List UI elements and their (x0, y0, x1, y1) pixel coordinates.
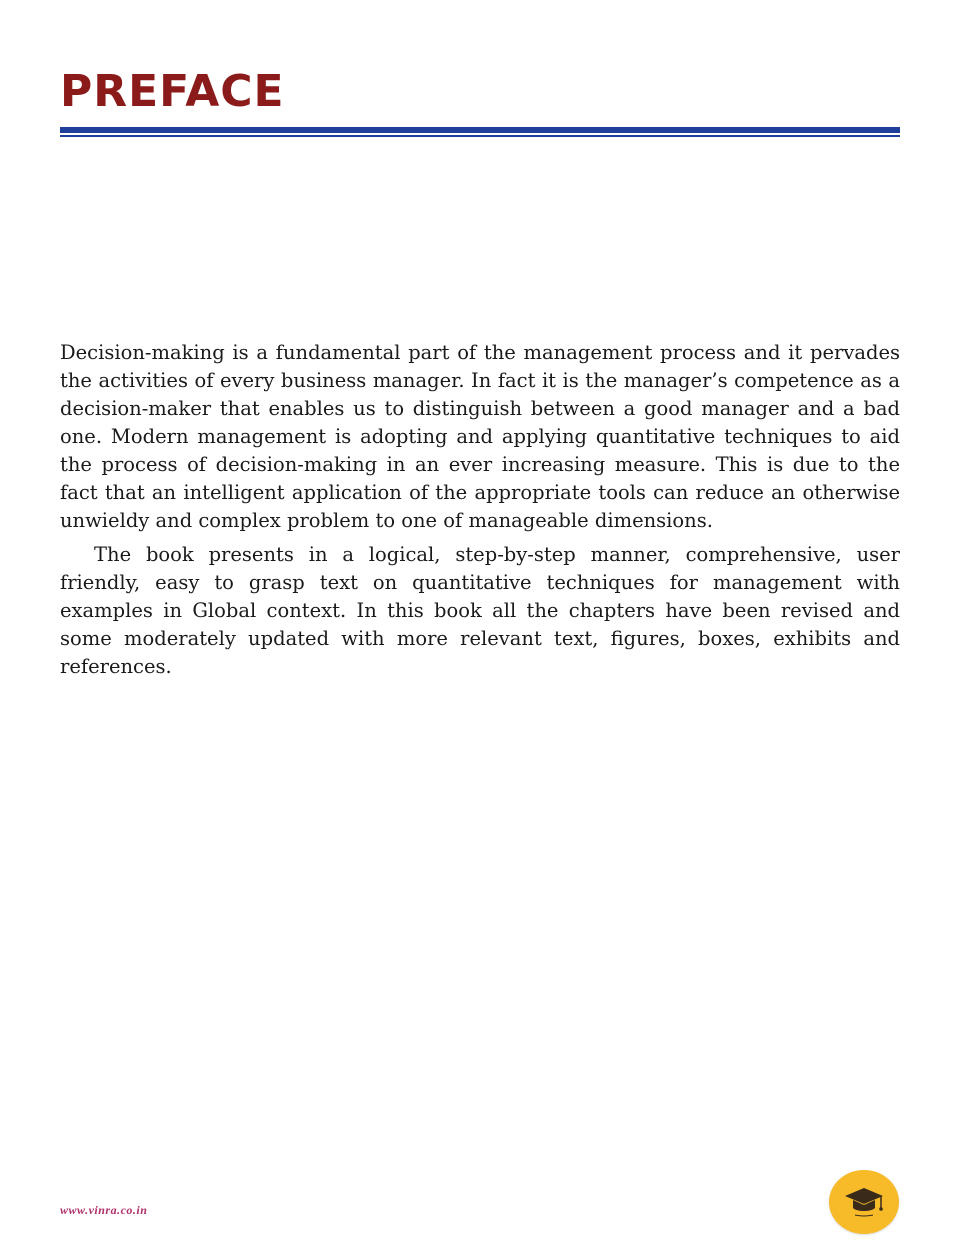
publisher-logo (829, 1170, 899, 1234)
graduation-cap-icon (843, 1184, 885, 1220)
preface-body (60, 339, 900, 687)
paragraph-1: Decision-making is a fundamental part of the management process and it pervades the activities of every business manager. In fact it is the manager’s competence as a decision-maker that enables us to distinguish between a good manager and a bad one. Modern management is adopting and applying quantitative techniques to aid the process of decision-making in an ever increasing measure. This is due to the fact that an intelligent application of the appropriate tools can reduce an otherwise unwieldy and complex problem to one of manageable dimensions. (60, 341, 900, 532)
title-divider (60, 127, 900, 137)
paragraph-2: The book presents in a logical, step-by-step manner, comprehensive, user friendly, easy to grasp text on quantitative techniques for management with examples in Global context. In this book all the chapters have been revised and some moderately updated with more relevant text, figures, boxes, exhibits and references. (60, 543, 900, 678)
footer-url-link[interactable]: www.vinra.co.in (60, 1203, 148, 1217)
page-title: PREFACE (60, 66, 285, 117)
